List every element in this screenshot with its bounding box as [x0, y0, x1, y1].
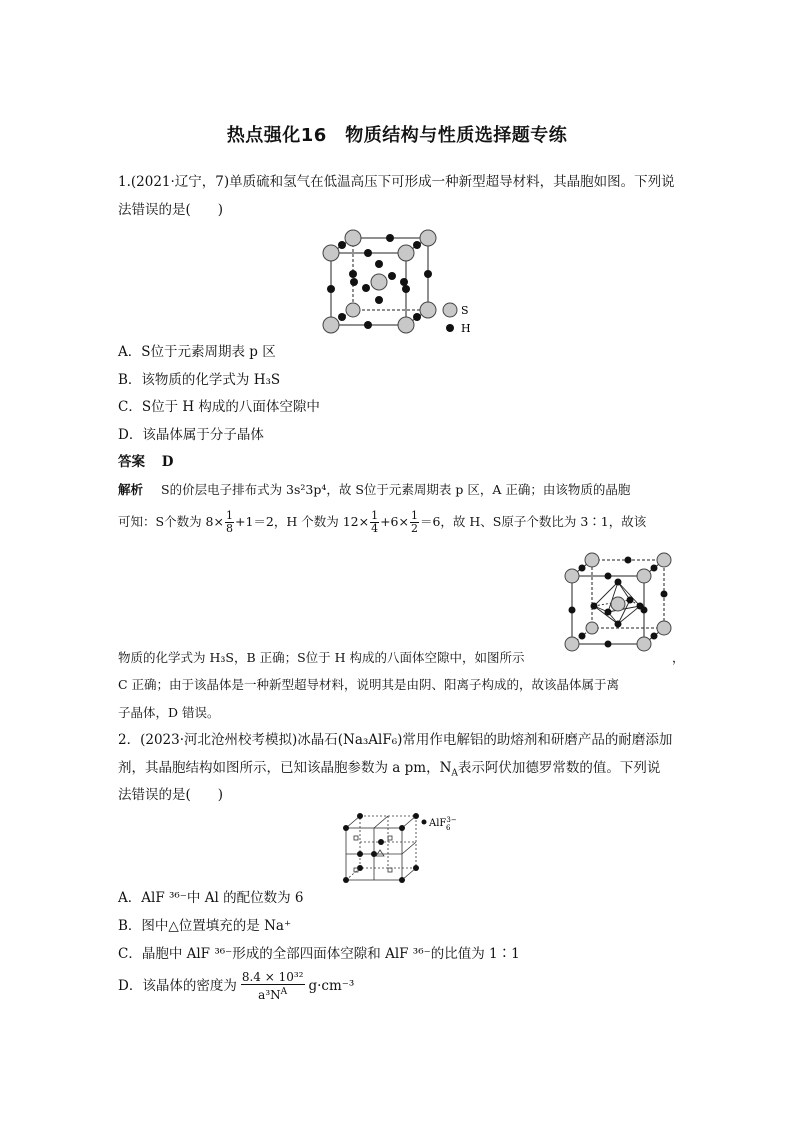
q2-stem-line1: 2．(2023·河北沧州校考模拟)冰晶石(Na₃AlF₆)常用作电解铝的助熔剂和研磨产品的耐磨添加	[118, 732, 673, 748]
q1-analysis-line5: 子晶体，D 错误。	[118, 705, 220, 720]
q1-analysis-line2: 可知：S个数为 8× $\frac{1}{8}$ +1＝2，H 个数为 12× $\frac{1}{4}$ +6× $\frac{1}{2}$ ＝6，故 H、S原子个数比为 3∶1，故该	[118, 509, 647, 535]
q2-option-b[interactable]: B．图中△位置填充的是 Na⁺	[118, 918, 292, 934]
analysis-label: 解析	[118, 482, 144, 497]
q2-legend: AlF	[429, 818, 447, 829]
q1-octahedral-figure	[560, 552, 672, 654]
answer-label: 答案	[118, 454, 145, 470]
q1-option-d[interactable]: D．该晶体属于分子晶体	[118, 427, 264, 443]
q1-analysis-line1: 解析 S的价层电子排布式为 3s²3p⁴，故 S位于元素周期表 p 区，A 正确；由该物质的晶胞	[118, 482, 631, 497]
q1-answer	[118, 452, 173, 472]
q2-stem-line3: 法错误的是( )	[118, 787, 224, 803]
q1-option-b[interactable]: B．该物质的化学式为 H₃S	[118, 372, 281, 388]
q1-crystal-figure	[318, 228, 478, 338]
q2-option-a[interactable]: A．AlF ³⁶⁻中 Al 的配位数为 6	[118, 890, 304, 906]
q1-stem-line2: 法错误的是( )	[118, 202, 224, 218]
svg-text:AlF3−	[428, 816, 457, 829]
q1-analysis-line4: C 正确；由于该晶体是一种新型超导材料，说明其是由阴、阳离子构成的，故该晶体属于离	[118, 677, 620, 692]
q1-option-c[interactable]: C．S位于 H 构成的八面体空隙中	[118, 399, 320, 415]
q1-analysis-line3: 物质的化学式为 H₃S，B 正确；S位于 H 构成的八面体空隙中，如图所示	[118, 650, 525, 665]
q2-stem-line2: 剂，其晶胞结构如图所示，已知该晶胞参数为 a pm，$N_A$表示阿伏加德罗常数的值。下列说	[118, 760, 661, 779]
q1-option-a[interactable]: A．S位于元素周期表 p 区	[118, 344, 276, 360]
q2-option-d[interactable]: D．该晶体的密度为 $\frac{\text{8.4 × 10³²}}{a^3N^A}$ g·cm⁻³	[118, 970, 355, 1002]
q1-analysis-line3-end: ，	[672, 650, 685, 665]
q2-legend-sup: 3−	[446, 816, 457, 824]
q1-stem-line1: 1.(2021·辽宁，7)单质硫和氢气在低温高压下可形成一种新型超导材料，其晶胞如图。下列说	[118, 174, 675, 190]
answer-value: D	[161, 454, 174, 470]
q2-legend-sub: 6	[446, 824, 451, 832]
q2-option-c[interactable]: C．晶胞中 AlF ³⁶⁻形成的全部四面体空隙和 AlF ³⁶⁻的比值为 1∶1	[118, 946, 520, 962]
page-title: 热点强化16 物质结构与性质选择题专练	[226, 125, 568, 146]
legend-h: H	[461, 322, 471, 335]
legend-s: S	[461, 304, 469, 317]
q2-crystal-figure	[340, 812, 470, 884]
